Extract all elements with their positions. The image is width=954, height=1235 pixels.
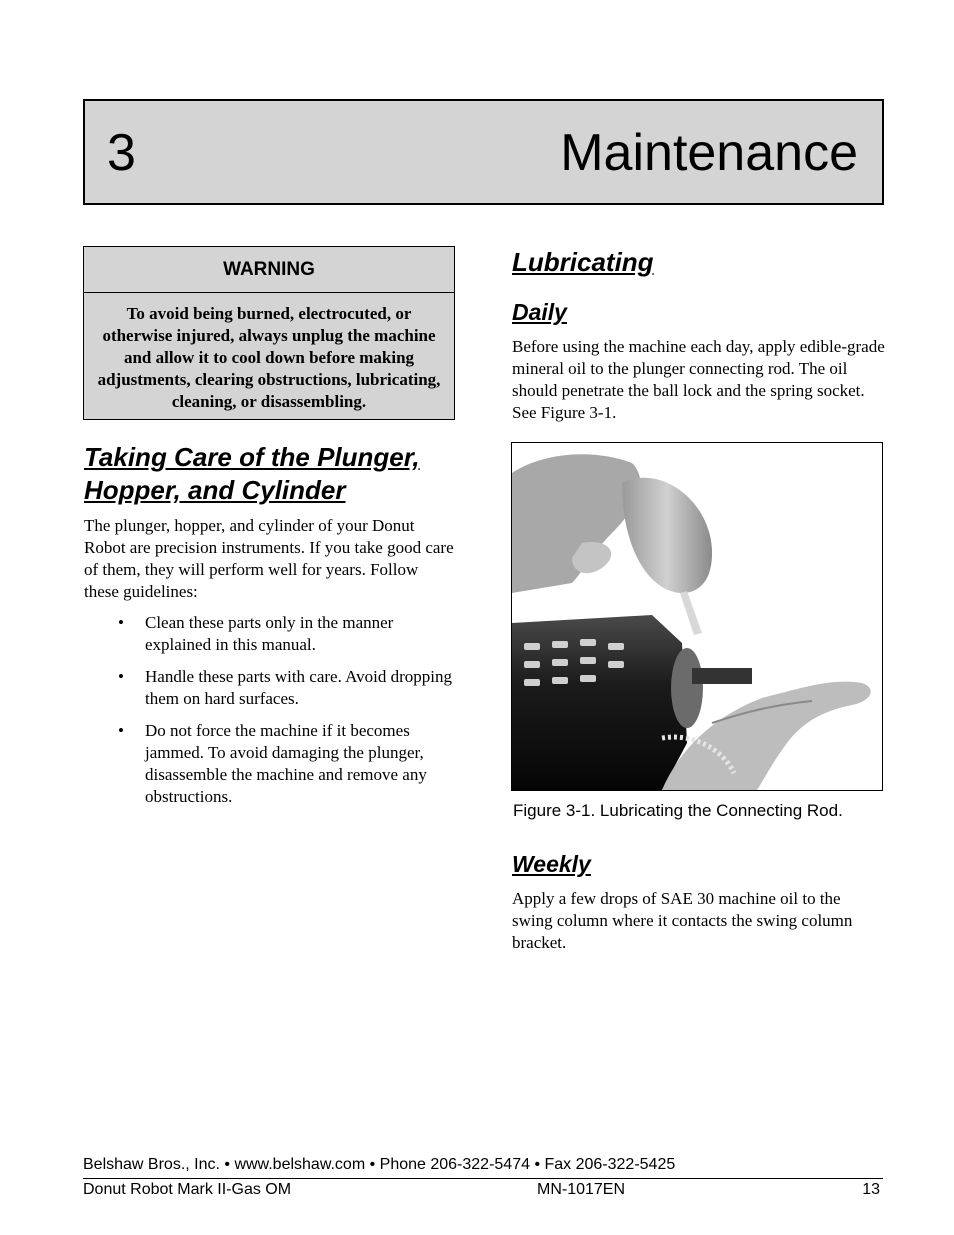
chapter-title: Maintenance [560, 124, 858, 182]
footer-doc-title: Donut Robot Mark II-Gas OM [83, 1181, 292, 1198]
footer-divider [83, 1178, 883, 1179]
weekly-heading: Weekly [512, 851, 591, 877]
daily-text: Before using the machine each day, apply edible-grade mineral oil to the plunger connecting rod. The oil should penetrate the ball lock and the spring socket. See Figure 3-1. [512, 337, 885, 422]
plunger-intro: The plunger, hopper, and cylinder of your Donut Robot are precision instruments. If you take good care of them, they will perform well for years. Follow these guidelines: [84, 516, 454, 601]
warning-heading: WARNING [84, 247, 454, 293]
plunger-section-heading [84, 441, 464, 507]
bullet-icon: • [118, 721, 124, 740]
warning-box [83, 246, 455, 420]
list-item: • Clean these parts only in the manner explained in this manual. [118, 613, 394, 654]
list-item: • Handle these parts with care. Avoid dropping them on hard surfaces. [118, 667, 453, 708]
weekly-text: Apply a few drops of SAE 30 machine oil to the swing column where it contacts the swing column bracket. [512, 889, 853, 952]
chapter-number: 3 [107, 124, 136, 182]
guidelines-list [118, 612, 458, 818]
footer-doc-number: MN-1017EN [537, 1181, 626, 1198]
figure-caption: Figure 3-1. Lubricating the Connecting Rod. [513, 801, 843, 820]
chapter-header [83, 99, 884, 205]
daily-heading: Daily [512, 299, 567, 325]
lubricating-heading: Lubricating [512, 247, 654, 277]
bullet-icon: • [118, 667, 124, 686]
plunger-heading-line1: Taking Care of the Plunger, [84, 442, 420, 472]
plunger-heading-line2: Hopper, and Cylinder [84, 475, 346, 505]
bullet-icon: • [118, 613, 124, 632]
footer-company-line: Belshaw Bros., Inc. • www.belshaw.com • Phone 206-322-5474 • Fax 206-322-5425 [83, 1156, 676, 1173]
lubrication-photo-illustration [512, 443, 882, 790]
list-item: • Do not force the machine if it becomes jammed. To avoid damaging the plunger, disassemble the machine and remove any obstructions. [118, 721, 427, 806]
warning-text: To avoid being burned, electrocuted, or otherwise injured, always unplug the machine and allow it to cool down before making adjustments, clearing obstructions, lubricating, cleaning, or disassembling. [97, 304, 441, 411]
footer-page-number: 13 [862, 1181, 880, 1198]
lubrication-photo [511, 442, 883, 791]
footer-doc-info [83, 1180, 883, 1200]
